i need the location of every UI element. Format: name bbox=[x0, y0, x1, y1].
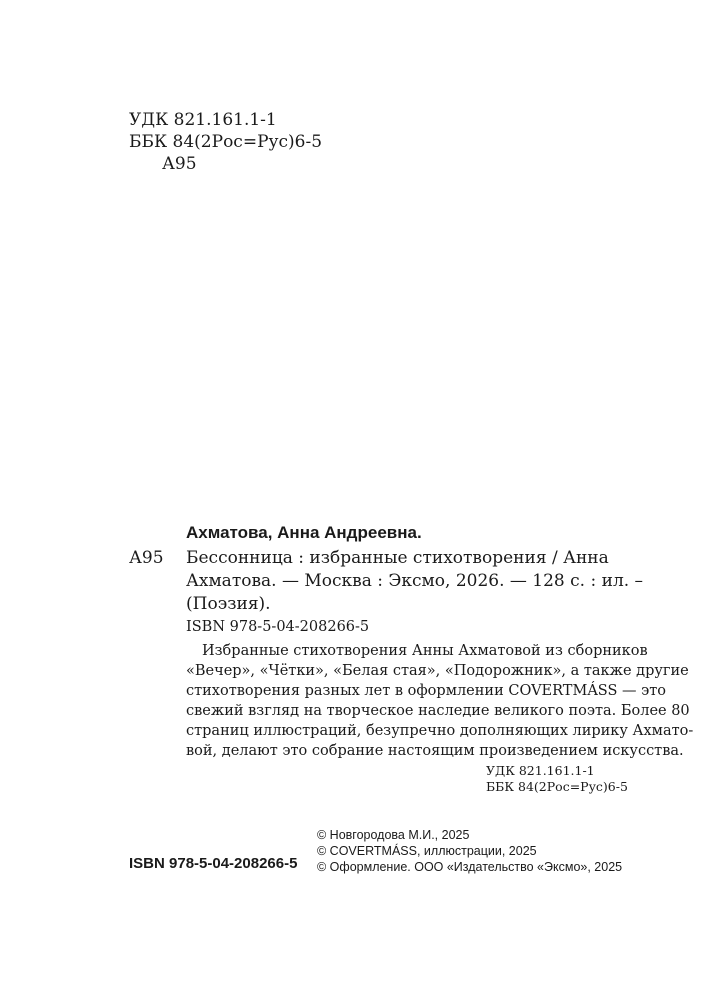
annotation-line-2: «Вечер», «Чётки», «Белая стая», «Подорожник», а также другие bbox=[186, 663, 689, 679]
annotation-line-5: страниц иллюстраций, безупречно дополняющих лирику Ахмато- bbox=[186, 723, 694, 739]
title-line-2: Ахматова. — Москва : Эксмо, 2026. — 128 с. : ил. – bbox=[186, 571, 644, 591]
copyright-line-3: © Оформление. ООО «Издательство «Эксмо», 2025 bbox=[317, 860, 623, 874]
annotation-line-3: стихотворения разных лет в оформлении COVERTMÁSS — это bbox=[186, 683, 667, 699]
bottom-bbk: ББК 84(2Рос=Рус)6-5 bbox=[486, 779, 628, 794]
annotation-line-4: свежий взгляд на творческое наследие великого поэта. Более 80 bbox=[186, 703, 690, 719]
record-author-mark: А95 bbox=[129, 548, 164, 568]
title-line-3: (Поэзия). bbox=[186, 594, 271, 614]
title-line-1: Бессонница : избранные стихотворения / Анна bbox=[186, 548, 609, 568]
top-udk: УДК 821.161.1-1 bbox=[129, 110, 277, 130]
bottom-udk: УДК 821.161.1-1 bbox=[486, 763, 595, 778]
copyright-line-1: © Новгородова М.И., 2025 bbox=[317, 828, 470, 842]
top-author-mark: А95 bbox=[162, 154, 197, 174]
top-bbk: ББК 84(2Рос=Рус)6-5 bbox=[129, 132, 323, 152]
annotation-line-6: вой, делают это собрание настоящим произведением искусства. bbox=[186, 743, 684, 759]
footer-isbn: ISBN 978-5-04-208266-5 bbox=[129, 855, 298, 872]
record-isbn: ISBN 978-5-04-208266-5 bbox=[186, 619, 370, 635]
author-heading: Ахматова, Анна Андреевна. bbox=[186, 523, 422, 542]
copyright-line-2: © COVERTMÁSS, иллюстрации, 2025 bbox=[317, 844, 537, 858]
annotation-line-1: Избранные стихотворения Анны Ахматовой из сборников bbox=[202, 643, 648, 659]
